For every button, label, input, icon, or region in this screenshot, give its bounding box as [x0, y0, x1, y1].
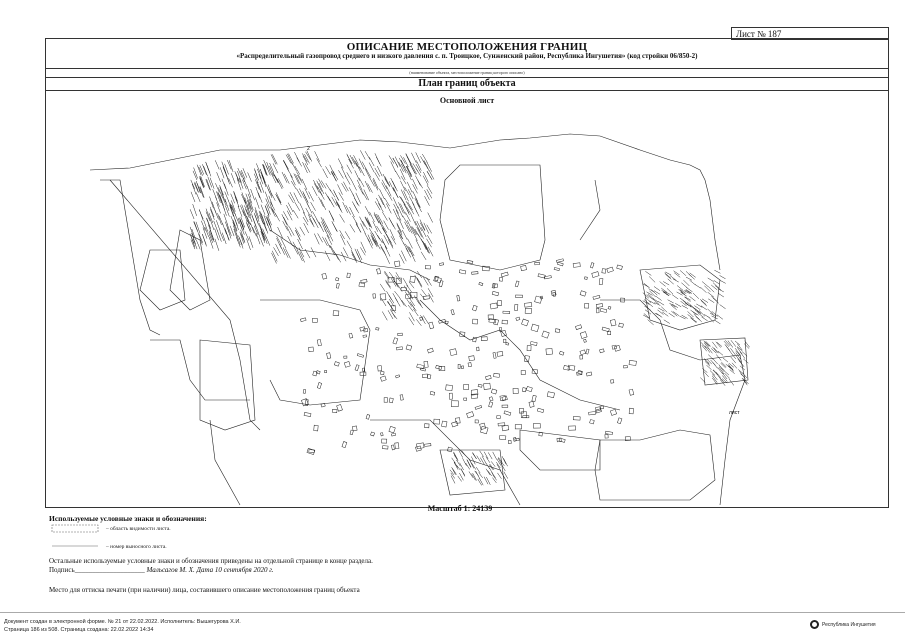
- footer-separator: [0, 612, 905, 613]
- sheet-number: Лист № 187: [731, 27, 889, 40]
- signature-underline: ____________________: [74, 566, 145, 574]
- plan-title: План границ объекта: [418, 78, 516, 89]
- signature-prefix: Подпись: [49, 566, 75, 574]
- footer-brand: Республика Ингушетия: [822, 622, 876, 628]
- visibility-area-swatch: [52, 525, 98, 532]
- footer-line-1: Документ создан в электронной форме. № 21 от 22.02.2022. Исполнитель: Вышегурова Х.И.: [4, 619, 241, 625]
- map-scale: Масштаб 1: 24139: [427, 504, 493, 513]
- document-title: ОПИСАНИЕ МЕСТОПОЛОЖЕНИЯ ГРАНИЦ: [346, 41, 588, 53]
- signature-line: [49, 566, 274, 574]
- sheet-label: Основной лист: [439, 96, 495, 105]
- stamp-note: Место для оттиска печати (при наличии) лица, составившего описание местоположения границ объекта: [49, 586, 360, 594]
- legend-item-visibility: – область видимости листа.: [106, 526, 171, 532]
- map-sheet-marker: лист: [729, 410, 740, 416]
- legend-title: Используемые условные знаки и обозначения:: [49, 514, 207, 523]
- legend-other-note: Остальные используемые условные знаки и обозначения приведены на отдельной странице в конце раздела.: [49, 557, 373, 565]
- object-caption: (наименование объекта, местоположение границ которого описано): [409, 70, 525, 75]
- signature-value: Мальсагов М. Х. Дата 10 сентября 2020 г.: [146, 566, 274, 574]
- object-name: «Распределительный газопровод среднего и низкого давления с. п. Троицкое, Сунженский район, Республика Ингушетия» (код стройки 06/850-2): [236, 52, 698, 60]
- coat-of-arms-icon: [810, 620, 819, 629]
- map-marker-2: 2: [307, 146, 310, 152]
- legend-item-sheet-number: – номер выносного листа.: [106, 544, 167, 550]
- footer-line-2: Страница 186 из 508. Страница создана: 22.02.2022 14:34: [4, 627, 154, 633]
